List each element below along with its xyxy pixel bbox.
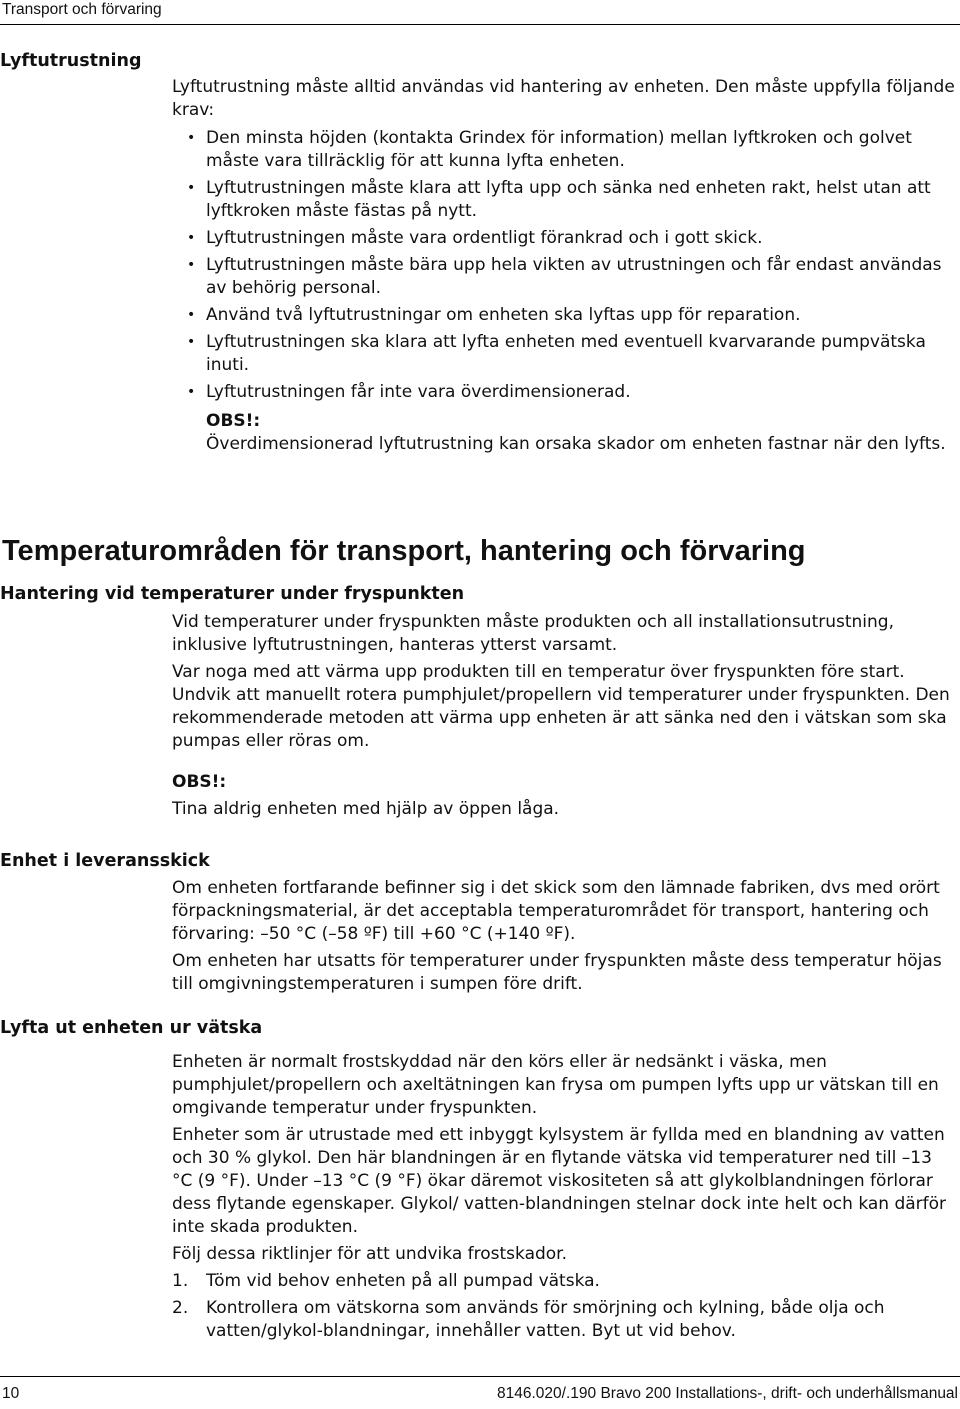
lifting-intro — [172, 76, 957, 122]
lift-out-paragraph-1: Enheten är normalt frostskyddad när den körs eller är nedsänkt i väska, men pumphjulet/propellern och axeltätningen kan frysa om pumpen lyfts upp ur vätskan till en omgivande temperatur under fryspunkten. — [172, 1052, 939, 1118]
delivery-paragraph-1: Om enheten fortfarande befinner sig i det skick som den lämnade fabriken, dvs med orört förpackningsmaterial, är det acceptabla temperaturområdet för transport, hantering och förvaring: –50 °C (–58 ºF) till +60 °C (+140 ºF). — [172, 878, 940, 944]
note-text: Överdimensionerad lyftutrustning kan orsaka skador om enheten fastnar när den lyfts. — [206, 434, 946, 454]
bullet-icon: • — [187, 230, 196, 246]
page-number: 10 — [2, 1385, 20, 1402]
list-item — [172, 127, 957, 173]
bullet-icon: • — [187, 130, 196, 146]
delivery-paragraph-2: Om enheten har utsatts för temperaturer under fryspunkten måste dess temperatur höjas till omgivningstemperaturen i sumpen före drift. — [172, 951, 942, 994]
bullet-icon: • — [187, 334, 196, 350]
bullet-icon: • — [187, 257, 196, 273]
list-item-text: Lyftutrustningen måste vara ordentligt förankrad och i gott skick. — [206, 228, 763, 248]
lifting-requirements — [172, 127, 957, 404]
list-item — [172, 177, 957, 223]
header-section-title: Transport och förvaring — [2, 1, 162, 18]
freezing-paragraph-2: Var noga med att värma upp produkten till en temperatur över fryspunkten före start. Undvik att manuellt rotera pumphjulet/propellern vid temperaturer under fryspunkten. Den rekommenderade metoden att värma upp enheten är att sänka ned den i vätskan som ska pumpas eller röras om. — [172, 662, 950, 751]
header-rule — [0, 24, 960, 25]
requirements-list — [172, 127, 957, 404]
step-number: 2. — [172, 1298, 189, 1318]
step-number: 1. — [172, 1271, 189, 1291]
heading-lift-out: Lyfta ut enheten ur vätska — [0, 1018, 263, 1038]
heading-lifting-equipment: Lyftutrustning — [0, 51, 142, 71]
list-item — [172, 254, 957, 300]
step-text: Töm vid behov enheten på all pumpad vätska. — [206, 1271, 600, 1291]
list-item — [172, 227, 957, 250]
list-item-text: Lyftutrustningen måste klara att lyfta upp och sänka ned enheten rakt, helst utan att lyftkroken måste fästas på nytt. — [206, 178, 931, 221]
lift-out-body — [172, 1051, 957, 1343]
freezing-note-label: OBS!: — [172, 772, 227, 792]
list-item-text: Använd två lyftutrustningar om enheten ska lyftas upp för reparation. — [206, 305, 801, 325]
freezing-body — [172, 611, 957, 821]
note-label: OBS!: — [206, 411, 261, 431]
bullet-icon: • — [187, 307, 196, 323]
bullet-icon: • — [187, 180, 196, 196]
delivery-body — [172, 877, 957, 996]
list-item — [172, 381, 957, 404]
list-item-text: Lyftutrustningen måste bära upp hela vikten av utrustningen och får endast användas av behörig personal. — [206, 255, 942, 298]
lifting-intro-text: Lyftutrustning måste alltid användas vid hantering av enheten. Den måste uppfylla följande krav: — [172, 77, 955, 120]
freezing-paragraph-1: Vid temperaturer under fryspunkten måste produkten och all installationsutrustning, inklusive lyftutrustningen, hanteras ytterst varsamt. — [172, 612, 894, 655]
lift-out-paragraph-3: Följ dessa riktlinjer för att undvika frostskador. — [172, 1244, 568, 1264]
list-item-text: Lyftutrustningen ska klara att lyfta enheten med eventuell kvarvarande pumpvätska inuti. — [206, 332, 926, 375]
page-header — [0, 0, 960, 24]
lift-out-paragraph-2: Enheter som är utrustade med ett inbyggt kylsystem är fyllda med en blandning av vatten och 30 % glykol. Den här blandningen är en flytande vätska vid temperaturer ned till –13 °C (9 °F). Under –13 °C (9 °F) ökar däremot viskositeten så att glykolblandningen förlorar dess flytande egenskaper. Glykol/ vatten-blandningen stelnar dock inte helt och kan därför inte skada produkten. — [172, 1125, 947, 1237]
section-title: Temperaturområden för transport, hantering och förvaring — [2, 535, 806, 567]
freezing-note-text: Tina aldrig enheten med hjälp av öppen låga. — [172, 799, 560, 819]
list-item — [172, 331, 957, 377]
bullet-icon: • — [187, 384, 196, 400]
heading-freezing: Hantering vid temperaturer under fryspunkten — [0, 584, 465, 604]
list-item-text: Lyftutrustningen får inte vara överdimensionerad. — [206, 382, 631, 402]
heading-delivery-state: Enhet i leveransskick — [0, 851, 210, 871]
lifting-note — [206, 410, 958, 456]
list-item — [172, 304, 957, 327]
document-title: 8146.020/.190 Bravo 200 Installations-, drift- och underhållsmanual — [497, 1385, 958, 1402]
list-item-text: Den minsta höjden (kontakta Grindex för information) mellan lyftkroken och golvet måste vara tillräcklig för att kunna lyfta enheten. — [206, 128, 912, 171]
footer-rule — [0, 1376, 960, 1377]
list-item — [172, 1297, 957, 1343]
list-item — [172, 1270, 957, 1293]
frost-steps-list — [172, 1270, 957, 1343]
step-text: Kontrollera om vätskorna som används för smörjning och kylning, både olja och vatten/glykol-blandningar, innehåller vatten. Byt ut vid behov. — [206, 1298, 885, 1341]
